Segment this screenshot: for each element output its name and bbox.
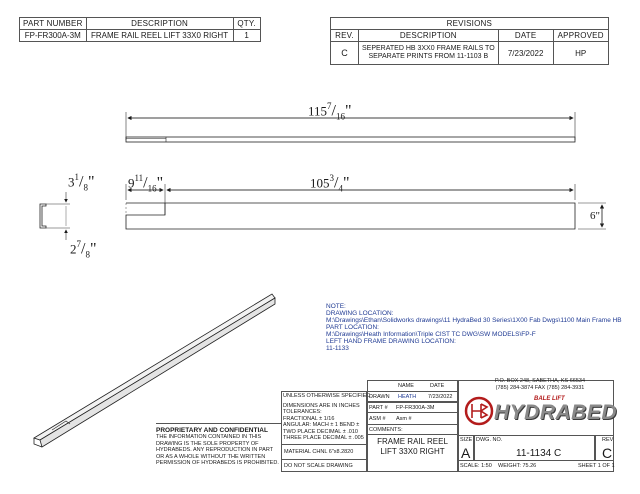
bom-part-number: FP-FR300A-3M [20, 30, 87, 42]
proprietary-line3: HYDRABEDS. ANY REPRODUCTION IN PART [156, 447, 274, 453]
rev-approved: HP [553, 42, 608, 65]
proprietary-line4: OR AS A WHOLE WITHOUT THE WRITTEN [156, 453, 266, 460]
rev-header-description: DESCRIPTION [359, 30, 499, 42]
notes-line6: 11-1133 [326, 345, 349, 352]
bom-header-qty: QTY. [233, 18, 260, 30]
dim-flange-bottom-den: 8 [85, 249, 90, 260]
side-view-dimensions [126, 184, 606, 229]
dim-flange-bottom-num: 7 [76, 239, 81, 249]
logo-text: HYDRABED [494, 401, 618, 424]
scale-text: SCALE: 1:50 [460, 463, 492, 469]
dim-rail-length: $105^3/_4$" [310, 173, 350, 194]
dim-height-text: 6" [590, 210, 600, 222]
bom-header-description: DESCRIPTION [86, 18, 233, 30]
proprietary-text [156, 434, 281, 467]
sheet-text: SHEET 1 OF 1 [578, 463, 615, 469]
dim-flange-top-den: 8 [83, 182, 88, 193]
size-label: SIZE [460, 437, 473, 443]
dim-rail-whole: 105 [310, 175, 330, 191]
date-header: DATE [430, 383, 445, 389]
size-value: A [461, 445, 471, 461]
dim-notch-den: 16 [147, 183, 157, 194]
proprietary-title: PROPRIETARY AND CONFIDENTIAL [156, 427, 268, 434]
dim-notch-whole: 9 [128, 175, 135, 191]
material-text: MATERIAL CHNL 6"x8.2820 [284, 449, 354, 455]
dim-rail-num: 3 [329, 173, 334, 183]
tolerance-line3: TOLERANCES: [283, 409, 322, 415]
proprietary-block [156, 423, 281, 471]
dim-flange-bottom-whole: 2 [70, 241, 77, 257]
rev-description-line1: SEPERATED HB 3XX0 FRAME RAILS TO [362, 45, 495, 52]
proprietary-line5: PERMISSION OF HYDRABEDS IS PROHIBITED. [156, 460, 279, 466]
tolerance-text [283, 393, 372, 442]
tolerance-line6: TWO PLACE DECIMAL ± .010 [283, 428, 358, 435]
rev-label: REV [602, 437, 614, 443]
rev-header-date: DATE [498, 30, 553, 42]
comments-label: COMMENTS: [369, 427, 403, 433]
rev-header-rev: REV. [331, 30, 359, 42]
asm-value: Asm # [396, 416, 412, 422]
dim-overall-num: 7 [327, 101, 332, 111]
tolerance-line5: ANGULAR: MACH ± 1 BEND ± [283, 422, 360, 428]
rev-header-approved: APPROVED [553, 30, 608, 42]
dim-overall-whole: 115 [308, 103, 328, 119]
rail-side-view [126, 203, 575, 229]
part-title-line1: FRAME RAIL REEL [377, 437, 448, 446]
dim-flange-top-num: 1 [74, 172, 79, 182]
part-value: FP-FR300A-3M [396, 405, 435, 411]
rev-date: 7/23/2022 [498, 42, 553, 65]
drawn-label: DRAWN [369, 394, 390, 400]
rev-letter: C [331, 42, 359, 65]
dim-flange-bottom: $2^7/_8$" [70, 239, 97, 260]
notes-line4: M:\Drawings\Heath Information\Triple CIST TC DWG\SW MODELS\FP-F [326, 331, 536, 338]
asm-label: ASM # [369, 416, 386, 422]
tolerance-line7: THREE PLACE DECIMAL ± .005 [283, 435, 364, 441]
channel-end-view [40, 192, 70, 240]
part-title-line2: LIFT 33X0 RIGHT [380, 447, 445, 456]
dwg-value: 11-1134 C [516, 448, 562, 459]
proprietary-line1: THE INFORMATION CONTAINED IN THIS [156, 434, 262, 440]
size-divider [473, 435, 475, 461]
dim-rail-unit: " [342, 174, 350, 192]
notes-line3: PART LOCATION: [326, 324, 379, 331]
drawn-name: HEATH [398, 394, 417, 400]
no-scale-text: DO NOT SCALE DRAWING [284, 463, 353, 469]
dwg-label: DWG. NO. [476, 437, 503, 443]
dim-notch-length: $9^{11}/_{16}$" [128, 173, 164, 194]
rev-divider [594, 435, 596, 461]
part-label: PART # [369, 405, 388, 411]
tolerance-line2: DIMENSIONS ARE IN INCHES [283, 402, 360, 409]
notes-line1: DRAWING LOCATION: [326, 310, 394, 317]
drawn-date: 7/23/2022 [428, 394, 453, 400]
bom-description: FRAME RAIL REEL LIFT 33X0 RIGHT [86, 30, 233, 42]
notes-line5: LEFT HAND FRAME DRAWING LOCATION: [326, 338, 456, 345]
bom-qty: 1 [233, 30, 260, 42]
dim-flange-top-unit: " [87, 173, 95, 191]
dim-flange-top-whole: 3 [68, 174, 75, 190]
notes-line2: M:\Drawings\Ethan\Solidworks drawings\11 HydraBed 30 Series\1X00 Fab Dwgs\1100 Main Frame HB [326, 317, 622, 324]
dim-notch-unit: " [156, 174, 164, 192]
address-line2: (785) 284-3874 FAX (785) 284-3931 [495, 384, 585, 391]
rail-top-view [126, 137, 575, 142]
rev-value: C [602, 445, 613, 461]
weight-text: WEIGHT: 75.26 [498, 463, 537, 469]
tolerance-line1: UNLESS OTHERWISE SPECIFIED: [283, 393, 372, 399]
company-address [470, 378, 610, 391]
tolerance-line4: FRACTIONAL ± 1/16 [283, 415, 335, 422]
address-line1: P.O. BOX 248, SABETHA, KS 66534 [494, 378, 586, 384]
dim-overall-unit: " [344, 102, 352, 120]
dim-notch-num: 11 [134, 173, 144, 183]
dim-flange-bottom-unit: " [89, 240, 97, 258]
rev-description-line2: SEPARATE PRINTS FROM 11-1103 B [368, 53, 489, 60]
dim-overall-length: $115^7/_{16}$" [308, 101, 352, 122]
drawing-notes [326, 303, 622, 352]
logo-tagline: BALE LIFT [534, 396, 565, 402]
dim-rail-den: 4 [338, 183, 343, 194]
bom-header-part: PART NUMBER [20, 18, 87, 30]
revisions-title: REVISIONS [331, 18, 609, 30]
part-title [367, 437, 458, 457]
notes-title: NOTE: [326, 303, 346, 310]
dim-flange-top: $3^1/_8$" [68, 172, 95, 193]
proprietary-line2: DRAWING IS THE SOLE PROPERTY OF [156, 440, 259, 447]
dim-height [590, 210, 600, 222]
dim-overall-den: 16 [335, 111, 345, 122]
name-header: NAME [398, 383, 414, 389]
